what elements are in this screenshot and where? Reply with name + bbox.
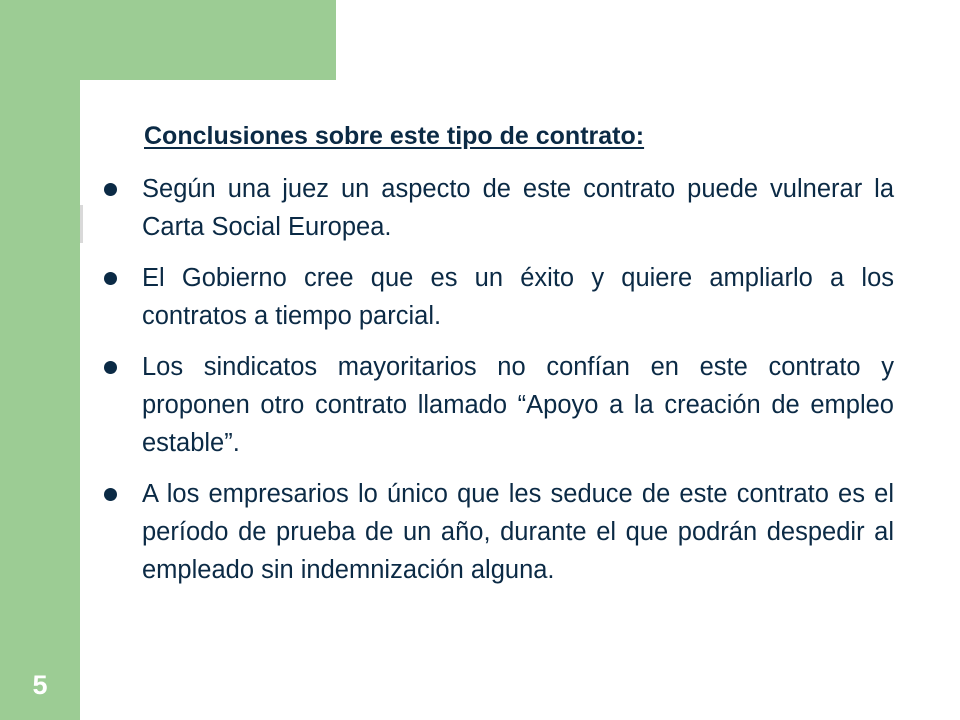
bullet-text: Según una juez un aspecto de este contrato puede vulnerar la Carta Social Europea. [142, 175, 894, 241]
bullet-dot-icon [104, 361, 117, 374]
bullet-dot-icon [104, 183, 117, 196]
bullet-text: Los sindicatos mayoritarios no confían en este contrato y proponen otro contrato llamado “Apoyo a la creación de empleo estable”. [142, 353, 894, 457]
top-accent-block [80, 0, 336, 80]
page-number: 5 [32, 670, 48, 700]
divider-mark [80, 205, 83, 243]
bullet-dot-icon [104, 272, 117, 285]
slide-content [104, 112, 894, 602]
slide-heading: Conclusiones sobre este tipo de contrato: [144, 122, 645, 150]
bullet-item [104, 259, 894, 335]
left-accent-bar [0, 0, 80, 720]
bullet-item [104, 170, 894, 246]
bullet-item [104, 348, 894, 462]
bullet-item [104, 475, 894, 589]
bullet-text: El Gobierno cree que es un éxito y quiere ampliarlo a los contratos a tiempo parcial. [142, 264, 894, 330]
bullet-text: A los empresarios lo único que les seduce de este contrato es el período de prueba de un año, durante el que podrán despedir al empleado sin indemnización alguna. [142, 480, 894, 584]
bullet-list [104, 170, 894, 589]
bullet-dot-icon [104, 488, 117, 501]
